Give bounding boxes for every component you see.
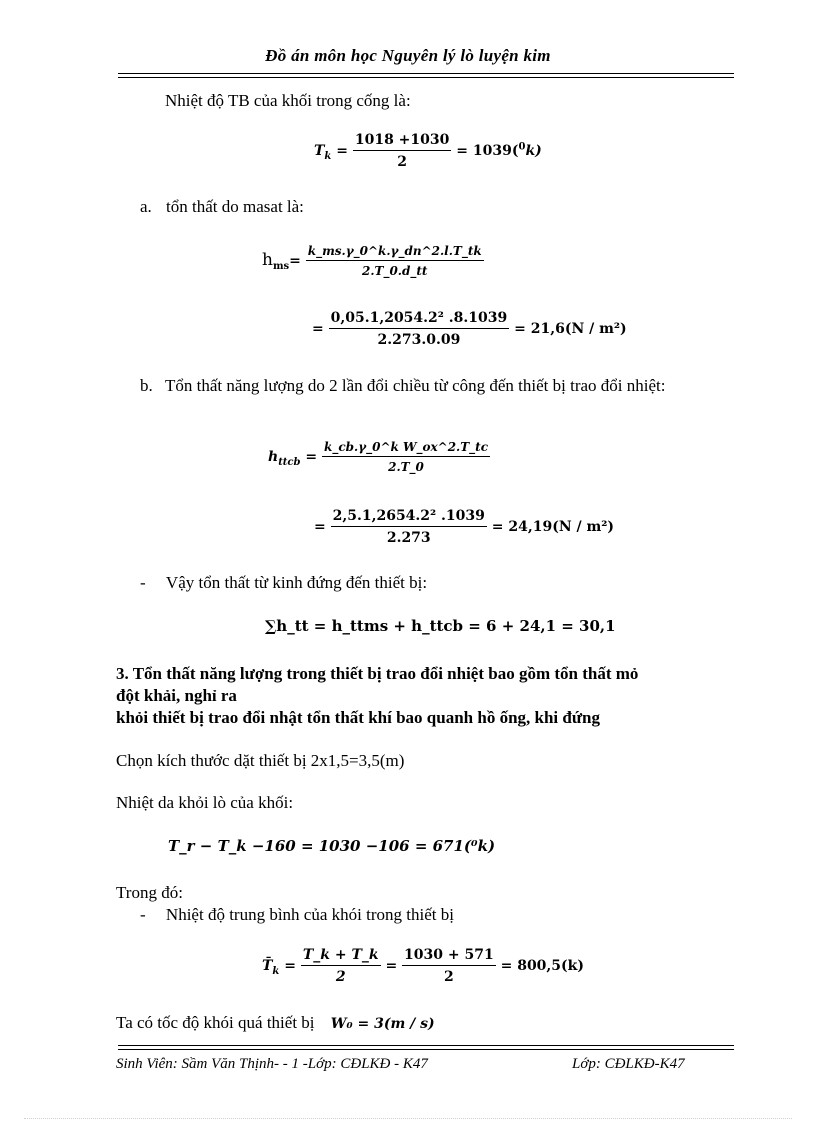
bullet-marker-2: - bbox=[140, 905, 146, 924]
eq1-rhs-sup: 0 bbox=[518, 141, 526, 153]
eq3-rhs: = 21,6(N / m²) bbox=[514, 321, 627, 337]
bullet-marker-1: - bbox=[140, 573, 146, 592]
bullet-text-1: Vậy tổn thất từ kinh đứng đến thiết bị: bbox=[165, 573, 428, 592]
eq1-denominator: 2 bbox=[397, 154, 407, 170]
section-heading-3-line3: khỏi thiết bị trao đổi nhật tổn thất khí bao quanh hồ ống, khi đứng bbox=[116, 708, 601, 727]
eq1-rhs-end: k) bbox=[525, 143, 542, 159]
eq3-numerator: 0,05.1,2054.2² .8.1039 bbox=[329, 310, 510, 329]
paragraph-avg-temperature: Nhiệt độ TB của khối trong cống là: bbox=[165, 91, 411, 110]
list-marker-a: a. bbox=[140, 197, 152, 216]
equation-flow-speed: W₀ = 3(m / s) bbox=[330, 1016, 435, 1032]
eq8-numerator-1: T_k + T_k bbox=[301, 947, 381, 966]
eq1-lhs-sub: k bbox=[324, 150, 332, 162]
eq4-lhs-sub: ttcb bbox=[278, 456, 301, 468]
paragraph-choose-size: Chọn kích thước dặt thiết bị 2x1,5=3,5(m) bbox=[116, 751, 405, 770]
eq8-rhs: = 800,5(k) bbox=[500, 958, 584, 974]
equation-avg-temp: $T_k$ = $\frac{1018 +1030}{2}$ = 1039($^0$k) bbox=[314, 132, 542, 170]
eq8-fraction-1 bbox=[301, 947, 381, 985]
header-rule-bottom bbox=[118, 77, 734, 78]
eq1-rhs: = 1039( bbox=[456, 143, 519, 159]
paragraph-exit-temperature: Nhiệt da khỏi lò của khối: bbox=[116, 793, 294, 812]
section-heading-3-line1: 3. Tổn thất năng lượng trong thiết bị trao đổi nhiệt bao gồm tổn thất mỏ bbox=[116, 664, 639, 683]
eq8-fraction-2 bbox=[402, 947, 496, 985]
eq1-lhs: T bbox=[314, 143, 325, 159]
footer-rule-top bbox=[118, 1045, 734, 1046]
section-heading-3-line2: đột khải, nghỉ ra bbox=[116, 686, 237, 705]
eq8-lhs: T̄ bbox=[262, 958, 273, 974]
eq4-denominator: 2.T_0 bbox=[388, 460, 424, 474]
footer-rule-bottom bbox=[118, 1049, 734, 1050]
eq8-denominator-1: 2 bbox=[335, 969, 346, 985]
equation-friction-value: = $\frac{\text{0,05.1,2054.2² .8.1039}}{2.273.0.09}$ = 21,6(N / m²) bbox=[312, 310, 627, 348]
equation-friction-formula: $h_{ms}=$ $\frac{k\_ms.\gamma\_0\^{}k.\gamma\_dn\^{}2.l.T\_tk}{2.T\_0.d\_tt}$ bbox=[262, 244, 482, 278]
paragraph-flow-speed bbox=[116, 1013, 435, 1033]
equation-direction-change-value: = $\frac{\text{2,5.1,2654.2² .1039}}{2.273}$ = 24,19(N / m²) bbox=[314, 508, 615, 546]
list-marker-b: b. bbox=[140, 376, 153, 395]
equation-sum-loss: ∑h_tt = h_ttms + h_ttcb = 6 + 24,1 = 30,1 bbox=[265, 617, 616, 635]
eq4-numerator: k_cb.γ_0^k W_ox^2.T_tc bbox=[322, 440, 490, 457]
equation-exit-temperature: T_r − T_k −160 = 1030 −106 = 671(⁰k) bbox=[168, 837, 496, 855]
bullet-item-avg-temp bbox=[140, 905, 454, 925]
page-bottom-dotted-border bbox=[24, 1118, 792, 1119]
eq4-fraction bbox=[322, 440, 490, 474]
eq4-lhs: h bbox=[268, 449, 279, 465]
list-text-b: Tổn thất năng lượng do 2 lần đổi chiều từ công đến thiết bị trao đổi nhiệt: bbox=[165, 376, 666, 395]
page-header-title: Đồ án môn học Nguyên lý lò luyện kim bbox=[265, 46, 551, 65]
bullet-text-2: Nhiệt độ trung bình của khói trong thiết bị bbox=[165, 905, 454, 924]
eq1-fraction bbox=[353, 132, 452, 170]
equation-avg-temp-device: $T̄_k$ = $\frac{T\_k + T\_k}{2}$ = $\frac{1030 + 571}{2}$ = 800,5(k) bbox=[262, 947, 584, 985]
eq3-denominator: 2.273.0.09 bbox=[377, 332, 461, 348]
eq2-lhs-sub: ms bbox=[272, 260, 290, 272]
flow-speed-text: Ta có tốc độ khói quá thiết bị bbox=[116, 1013, 315, 1032]
list-item-a bbox=[140, 197, 304, 217]
eq8-lhs-sub: k bbox=[272, 965, 280, 977]
eq8-numerator-2: 1030 + 571 bbox=[402, 947, 496, 966]
eq5-rhs: = 24,19(N / m²) bbox=[491, 519, 615, 535]
eq2-numerator: k_ms.γ_0^k.γ_dn^2.l.T_tk bbox=[306, 244, 484, 261]
eq3-fraction bbox=[329, 310, 510, 348]
eq2-denominator: 2.T_0.d_tt bbox=[362, 264, 428, 278]
page-footer-left: Sinh Viên: Sầm Văn Thịnh- - 1 -Lớp: CĐLKĐ - K47 bbox=[116, 1056, 428, 1072]
page-footer-right: Lớp: CĐLKĐ-K47 bbox=[572, 1056, 685, 1072]
header-rule-top bbox=[118, 73, 734, 74]
eq8-denominator-2: 2 bbox=[444, 969, 454, 985]
eq5-fraction bbox=[331, 508, 487, 546]
equation-direction-change-formula: $h_{ttcb}$ = $\frac{\text{k\_cb.γ\_0\textasciicircum{}k W\_ox\textasciicircum{}2.T\_tc}}{2.T\_0}$ bbox=[268, 440, 489, 474]
list-text-a: tổn thất do masat là: bbox=[166, 197, 304, 216]
bullet-item-total-loss bbox=[140, 573, 427, 593]
list-item-b bbox=[140, 376, 666, 396]
eq5-numerator: 2,5.1,2654.2² .1039 bbox=[331, 508, 487, 527]
eq1-numerator: 1018 +1030 bbox=[353, 132, 452, 151]
paragraph-where: Trong đó: bbox=[116, 883, 183, 902]
eq2-lhs: h bbox=[262, 250, 273, 270]
eq5-denominator: 2.273 bbox=[386, 530, 431, 546]
eq2-fraction bbox=[306, 244, 484, 278]
